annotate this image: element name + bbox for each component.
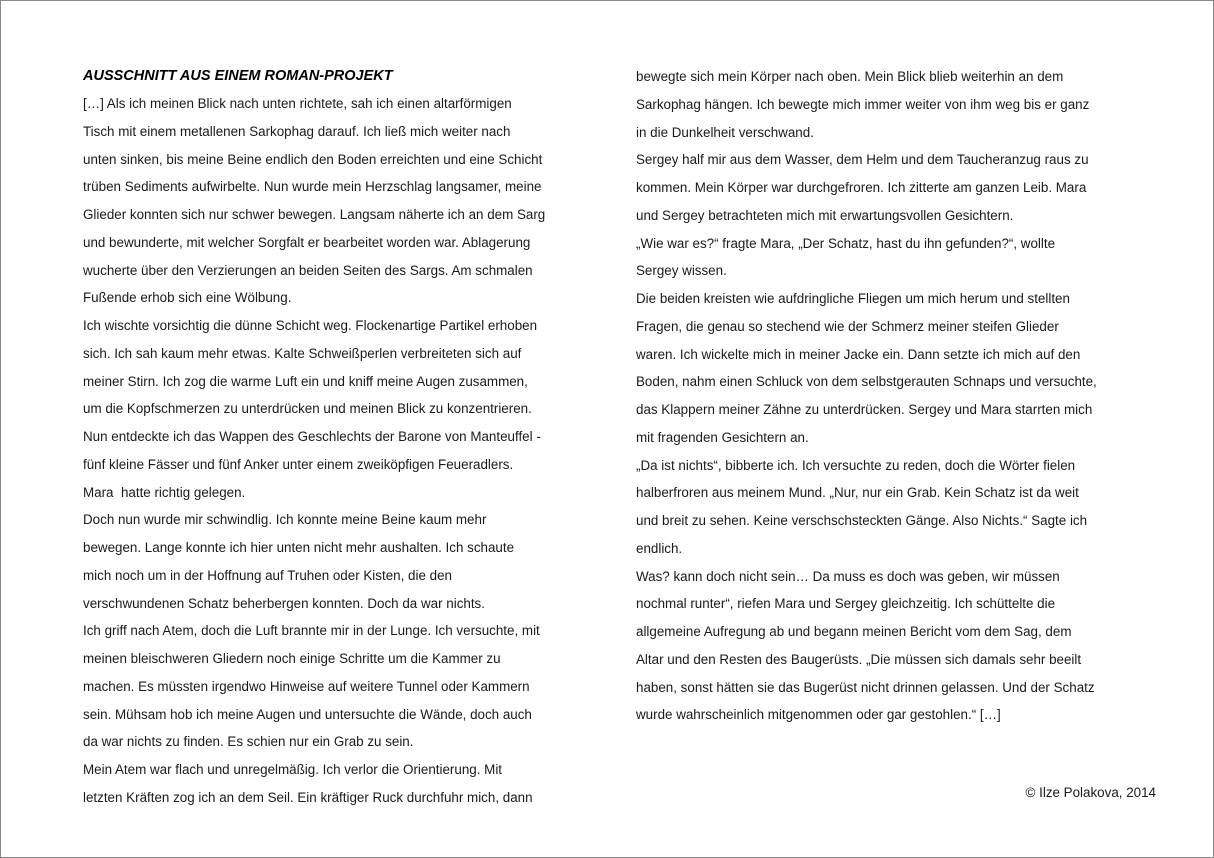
- text-line: Was? kann doch nicht sein… Da muss es doch was geben, wir müssen: [636, 568, 1060, 584]
- text-line: wurde wahrscheinlich mitgenommen oder gar gestohlen.“ […]: [636, 707, 1001, 723]
- text-line: „Wie war es?“ fragte Mara, „Der Schatz, hast du ihn gefunden?“, wollte: [636, 235, 1056, 251]
- text-line: bewegte sich mein Körper nach oben. Mein Blick blieb weiterhin an dem: [636, 69, 1064, 84]
- text-line: endlich.: [636, 540, 683, 556]
- text-line: Nun entdeckte ich das Wappen des Geschlechts der Barone von Manteuffel -: [83, 429, 541, 444]
- text-line: Mara hatte richtig gelegen.: [83, 484, 246, 500]
- text-line: wucherte über den Verzierungen an beiden Seiten des Sargs. Am schmalen: [83, 262, 533, 278]
- text-line: meinen bleischweren Gliedern noch einige Schritte um die Kammer zu: [83, 651, 501, 666]
- text-line: haben, sonst hätten sie das Bugerüst nicht drinnen gelassen. Und der Schatz: [636, 679, 1095, 695]
- left-column: [83, 66, 573, 812]
- text-line: Mein Atem war flach und unregelmäßig. Ich verlor die Orientierung. Mit: [83, 762, 503, 777]
- text-line: und breit zu sehen. Keine verschschsteckten Gänge. Also Nichts.“ Sagte ich: [636, 513, 1088, 528]
- text-line: mich noch um in der Hoffnung auf Truhen oder Kisten, die den: [83, 567, 452, 583]
- text-line: halberfroren aus meinem Mund. „Nur, nur ein Grab. Kein Schatz ist da weit: [636, 485, 1079, 501]
- text-line: das Klappern meiner Zähne zu unterdrücken. Sergey und Mara starrten mich: [636, 402, 1093, 417]
- text-line: und Sergey betrachteten mich mit erwartungsvollen Gesichtern.: [636, 207, 1014, 223]
- text-line: letzten Kräften zog ich an dem Seil. Ein kräftiger Ruck durchfuhr mich, dann: [83, 789, 533, 805]
- right-text-body: [636, 63, 1126, 729]
- text-line: Sergey half mir aus dem Wasser, dem Helm und dem Taucheranzug raus zu: [636, 152, 1089, 168]
- text-line: um die Kopfschmerzen zu unterdrücken und meinen Blick zu konzentrieren.: [83, 401, 532, 417]
- text-line: und bewunderte, mit welcher Sorgfalt er bearbeitet worden war. Ablagerung: [83, 234, 531, 250]
- text-line: […] Als ich meinen Blick nach unten richtete, sah ich einen altarförmigen: [83, 96, 512, 111]
- text-line: sein. Mühsam hob ich meine Augen und untersuchte die Wände, doch auch: [83, 706, 532, 722]
- text-line: meiner Stirn. Ich zog die warme Luft ein und kniff meine Augen zusammen,: [83, 373, 528, 389]
- text-line: Tisch mit einem metallenen Sarkophag darauf. Ich ließ mich weiter nach: [83, 123, 511, 139]
- text-line: waren. Ich wickelte mich in meiner Jacke ein. Dann setzte ich mich auf den: [636, 346, 1081, 362]
- copyright-notice: © Ilze Polakova, 2014: [1025, 785, 1156, 800]
- text-line: „Da ist nichts“, bibberte ich. Ich versuchte zu reden, doch die Wörter fielen: [636, 457, 1076, 473]
- text-line: allgemeine Aufregung ab und begann meinen Bericht vom dem Sag, dem: [636, 624, 1072, 639]
- text-line: in die Dunkelheit verschwand.: [636, 124, 814, 140]
- text-line: verschwundenen Schatz beherbergen konnten. Doch da war nichts.: [83, 595, 485, 611]
- text-line: trüben Sediments aufwirbelte. Nun wurde mein Herzschlag langsamer, meine: [83, 179, 542, 195]
- text-line: Boden, nahm einen Schluck von dem selbstgerauten Schnaps und versuchte,: [636, 374, 1097, 390]
- text-line: Ich griff nach Atem, doch die Luft brannte mir in der Lunge. Ich versuchte, mit: [83, 623, 540, 639]
- text-line: sich. Ich sah kaum mehr etwas. Kalte Schweißperlen verbreiteten sich auf: [83, 345, 522, 361]
- left-text-body: [83, 90, 573, 812]
- text-line: fünf kleine Fässer und fünf Anker unter einem zweiköpfigen Feueradlers.: [83, 456, 514, 472]
- text-line: Die beiden kreisten wie aufdringliche Fliegen um mich herum und stellten: [636, 291, 1070, 306]
- text-line: Fußende erhob sich eine Wölbung.: [83, 290, 292, 306]
- text-line: machen. Es müssten irgendwo Hinweise auf weitere Tunnel oder Kammern: [83, 678, 530, 694]
- text-line: Sarkophag hängen. Ich bewegte mich immer weiter von ihm weg bis er ganz: [636, 96, 1090, 112]
- document-title: AUSSCHNITT AUS EINEM ROMAN-PROJEKT: [83, 68, 393, 84]
- text-line: Fragen, die genau so stechend wie der Schmerz meiner steifen Glieder: [636, 318, 1059, 334]
- text-line: unten sinken, bis meine Beine endlich den Boden erreichten und eine Schicht: [83, 151, 543, 167]
- text-line: Doch nun wurde mir schwindlig. Ich konnte meine Beine kaum mehr: [83, 512, 487, 528]
- text-line: nochmal runter“, riefen Mara und Sergey gleichzeitig. Ich schüttelte die: [636, 596, 1056, 612]
- right-column: [636, 63, 1126, 729]
- text-line: Altar und den Resten des Baugerüsts. „Die müssen sich damals sehr beeilt: [636, 651, 1082, 667]
- text-line: Glieder konnten sich nur schwer bewegen. Langsam näherte ich an dem Sarg: [83, 207, 546, 222]
- text-line: da war nichts zu finden. Es schien nur ein Grab zu sein.: [83, 734, 414, 750]
- text-line: kommen. Mein Körper war durchgefroren. Ich zitterte am ganzen Leib. Mara: [636, 180, 1087, 195]
- text-line: mit fragenden Gesichtern an.: [636, 429, 809, 445]
- text-line: bewegen. Lange konnte ich hier unten nicht mehr aushalten. Ich schaute: [83, 540, 515, 555]
- text-line: Sergey wissen.: [636, 263, 727, 279]
- text-line: Ich wischte vorsichtig die dünne Schicht weg. Flockenartige Partikel erhoben: [83, 318, 538, 333]
